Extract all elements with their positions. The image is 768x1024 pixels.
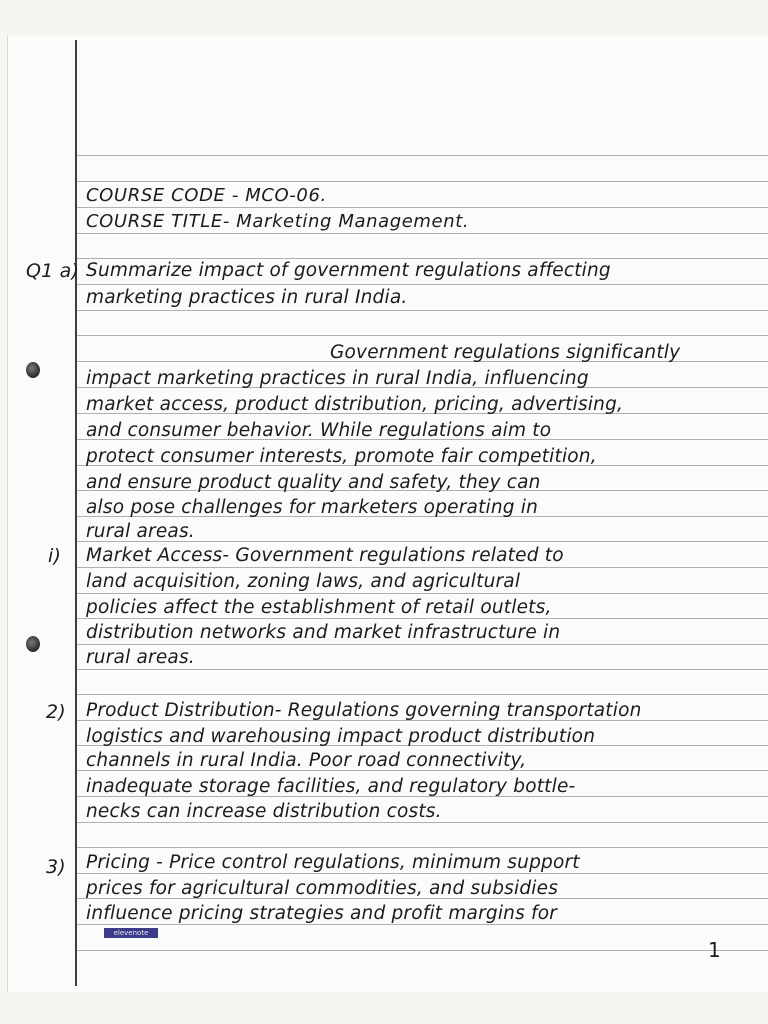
point-line: land acquisition, zoning laws, and agricultural xyxy=(86,571,521,592)
margin-line xyxy=(75,40,77,986)
question-label: Q1 a) xyxy=(26,260,80,282)
ruled-line xyxy=(77,694,768,695)
ruled-line xyxy=(77,822,768,823)
intro-line: also pose challenges for marketers operating in xyxy=(86,497,539,518)
punch-hole xyxy=(26,362,40,378)
point-line: influence pricing strategies and profit margins for xyxy=(86,903,558,924)
intro-line: and consumer behavior. While regulations aim to xyxy=(86,420,552,441)
ruled-line xyxy=(77,284,768,285)
intro-line: market access, product distribution, pricing, advertising, xyxy=(86,394,624,415)
point-number: 3) xyxy=(46,856,66,878)
ruled-line xyxy=(77,873,768,874)
point-line: rural areas. xyxy=(86,647,195,668)
intro-line: rural areas. xyxy=(86,521,195,542)
ruled-line xyxy=(77,593,768,594)
ruled-line xyxy=(77,335,768,336)
point-line: Market Access- Government regulations related to xyxy=(86,545,564,566)
point-line: policies affect the establishment of retail outlets, xyxy=(86,597,552,618)
point-line: channels in rural India. Poor road connectivity, xyxy=(86,750,527,771)
ruled-line xyxy=(77,924,768,925)
intro-line: and ensure product quality and safety, they can xyxy=(86,472,541,493)
intro-line: protect consumer interests, promote fair competition, xyxy=(86,446,597,467)
ruled-line xyxy=(77,618,768,619)
point-number: i) xyxy=(48,545,62,567)
ruled-line xyxy=(77,233,768,234)
ruled-line xyxy=(77,847,768,848)
ruled-line xyxy=(77,155,768,156)
point-line: Pricing - Price control regulations, minimum support xyxy=(86,852,580,873)
punch-hole xyxy=(26,636,40,652)
ruled-line xyxy=(77,207,768,208)
ruled-line xyxy=(77,669,768,670)
ruled-line xyxy=(77,950,768,951)
point-line: Product Distribution- Regulations governing transportation xyxy=(86,700,642,721)
point-line: logistics and warehousing impact product distribution xyxy=(86,726,596,747)
brand-stamp: elevenote xyxy=(104,928,158,938)
point-line: inadequate storage facilities, and regulatory bottle- xyxy=(86,776,576,797)
page-number: 1 xyxy=(708,938,721,962)
ruled-line xyxy=(77,258,768,259)
point-line: prices for agricultural commodities, and subsidies xyxy=(86,878,559,899)
point-line: distribution networks and market infrastructure in xyxy=(86,622,561,643)
intro-first-line: Government regulations significantly xyxy=(330,342,681,363)
ruled-line xyxy=(77,567,768,568)
question-line: Summarize impact of government regulations affecting xyxy=(86,260,611,281)
ruled-line xyxy=(77,644,768,645)
intro-line: impact marketing practices in rural India, influencing xyxy=(86,368,589,389)
point-line: necks can increase distribution costs. xyxy=(86,801,442,822)
ruled-line xyxy=(77,310,768,311)
question-line: marketing practices in rural India. xyxy=(86,287,408,308)
ruled-line xyxy=(77,181,768,182)
point-number: 2) xyxy=(46,701,66,723)
course-code: COURSE CODE - MCO-06. xyxy=(86,185,327,206)
course-title: COURSE TITLE- Marketing Management. xyxy=(86,211,470,232)
